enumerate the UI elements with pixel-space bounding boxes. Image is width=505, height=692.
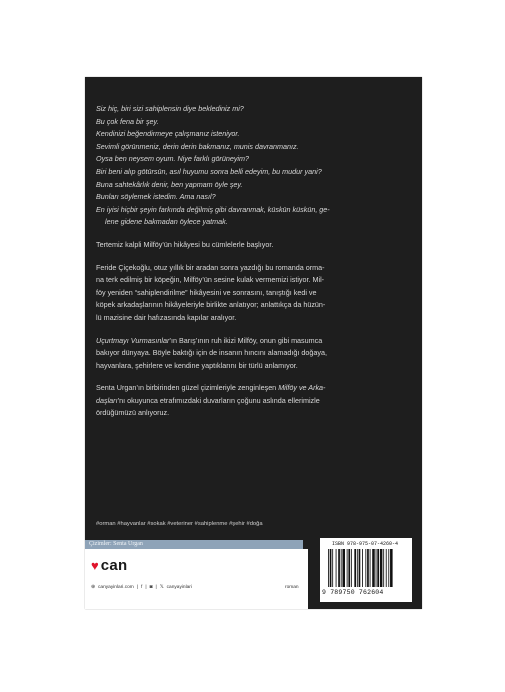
publisher-logo-text: can — [100, 556, 128, 574]
paragraph-line: lü mazisine dair hafızasında kapılar aralıyor. — [96, 312, 237, 322]
paragraph-text: Senta Urgan’ın birbirinden güzel çizimleriyle zenginleşen — [96, 383, 279, 393]
blurb-text-area — [96, 103, 411, 420]
barcode-bar — [362, 549, 363, 587]
intro-paragraph: Tertemiz kalpli Milföy’ün hikâyesi bu cümlelerle başlıyor. — [96, 239, 274, 249]
quote-line: Buna sahtekârlık denir, ben yapmam öyle şey. — [96, 179, 243, 189]
barcode-bar — [365, 549, 366, 587]
barcode-bar — [380, 549, 383, 587]
barcode-bar — [348, 549, 350, 587]
barcode-bar — [367, 549, 369, 587]
social-handle: canyayinlari — [166, 585, 192, 590]
book-title-reference: Uçurtmayı Vurmasınlar — [96, 335, 170, 345]
barcode-bar — [328, 549, 329, 587]
publisher-logo — [91, 557, 127, 573]
barcode-bar — [347, 549, 348, 587]
barcode — [328, 549, 406, 587]
barcode-bar — [341, 549, 342, 587]
publisher-strip — [85, 549, 308, 609]
paragraph-text: ’nı okuyunca etrafımızdaki duvarların çoğunu aslında ellerimizle — [117, 395, 320, 405]
paragraph-line: hayvanlara, şehirlere ve kendine yaptıklarını bir türlü anlamıyor. — [96, 360, 298, 370]
barcode-box — [320, 538, 412, 602]
facebook-icon: f — [141, 585, 143, 590]
quote-line: Sevimli görünmeniz, derin derin bakmanız, munis davranmanız. — [96, 141, 299, 151]
x-icon: 𝕏 — [159, 585, 164, 590]
divider: | — [155, 585, 157, 590]
globe-icon: ⊕ — [91, 585, 96, 590]
barcode-bar — [383, 549, 384, 587]
barcode-bar — [342, 549, 345, 587]
instagram-icon: ◙ — [149, 585, 153, 590]
quote-line: Oysa ben neysem oyum. Niye farklı görüneyim? — [96, 154, 249, 164]
barcode-bar — [357, 549, 358, 587]
quote-line: Siz hiç, biri sizi sahiplensin diye beklediniz mi? — [96, 104, 244, 113]
opening-quote — [96, 103, 411, 229]
website-text: canyayinlari.com — [98, 585, 134, 590]
isbn-number: ISBN 978-975-07-4260-4 — [332, 541, 399, 547]
barcode-bar — [372, 549, 375, 587]
barcode-bar — [338, 549, 340, 587]
divider: | — [136, 585, 139, 590]
barcode-bar — [370, 549, 371, 587]
genre-category: roman — [285, 585, 299, 590]
barcode-bar — [376, 549, 377, 587]
barcode-bar — [351, 549, 352, 587]
quote-line: Kendinizi beğendirmeye çalışmanız isteniyor. — [96, 129, 240, 139]
paragraph-line: na terk edilmiş bir köpeğin, Milföy’ün sesine kulak vermemizi istiyor. Mil- — [96, 275, 325, 285]
barcode-bar — [330, 549, 332, 587]
illustrator-paragraph — [96, 382, 411, 420]
paragraph-text: ’ın Barış’ının ruh ikizi Milföy, onun gibi masumca — [169, 335, 323, 345]
quote-line: Bunları söylemek istedim. Ama nasıl? — [96, 192, 216, 202]
barcode-bar — [359, 549, 361, 587]
barcode-bar — [354, 549, 356, 587]
illustrator-credit: Çizimler: Senta Urgan — [89, 541, 143, 547]
illustrator-credit-band — [85, 540, 303, 549]
author-paragraph — [96, 262, 411, 325]
paragraph-line: köpek arkadaşlarının hikâyeleriyle birlikte anlatıyor; anlattıkça da hüzün- — [96, 300, 326, 310]
publisher-contact — [91, 585, 192, 590]
hashtags: #orman #hayvanlar #sokak #veteriner #sahiplenme #şehir #doğa — [96, 521, 263, 527]
barcode-bar — [332, 549, 333, 587]
divider: | — [145, 585, 147, 590]
quote-line: lene gidene bakmadan öylece yatmak. — [105, 217, 228, 227]
book-back-cover — [85, 77, 422, 609]
barcode-bar — [388, 549, 389, 587]
barcode-bar — [377, 549, 379, 587]
barcode-bar — [386, 549, 387, 587]
paragraph-line: Feride Çiçekoğlu, otuz yıllık bir aradan sonra yazdığı bu romanda orma- — [96, 262, 325, 272]
quote-line: En iyisi hiçbir şeyin farkında değilmiş gibi davranmak, küskün küskün, ge- — [96, 204, 330, 214]
paragraph-line: bakıyor dünyaya. Böyle baktığı için de insanın hıncını alamadığı doğaya, — [96, 348, 327, 358]
heart-logo-icon: ♥ — [91, 557, 99, 573]
paragraph-line: ördüğümüzü anlıyoruz. — [96, 408, 170, 418]
quote-line: Biri beni alıp götürsün, asıl huyumu sonra belli edeyim, bu mudur yani? — [96, 166, 322, 176]
barcode-bar — [390, 549, 393, 587]
comparison-paragraph — [96, 335, 411, 373]
quote-line: Bu çok fena bir şey. — [96, 116, 159, 126]
paragraph-line: föy yeniden “sahiplendirilme” hikâyesini ve sonrasını, tanıştığı kedi ve — [96, 287, 317, 297]
book-title-reference: daşları — [96, 395, 118, 405]
barcode-digits: 9 789750 762604 — [322, 589, 384, 596]
book-title-reference: Milföy ve Arka- — [278, 383, 326, 393]
barcode-bar — [336, 549, 337, 587]
